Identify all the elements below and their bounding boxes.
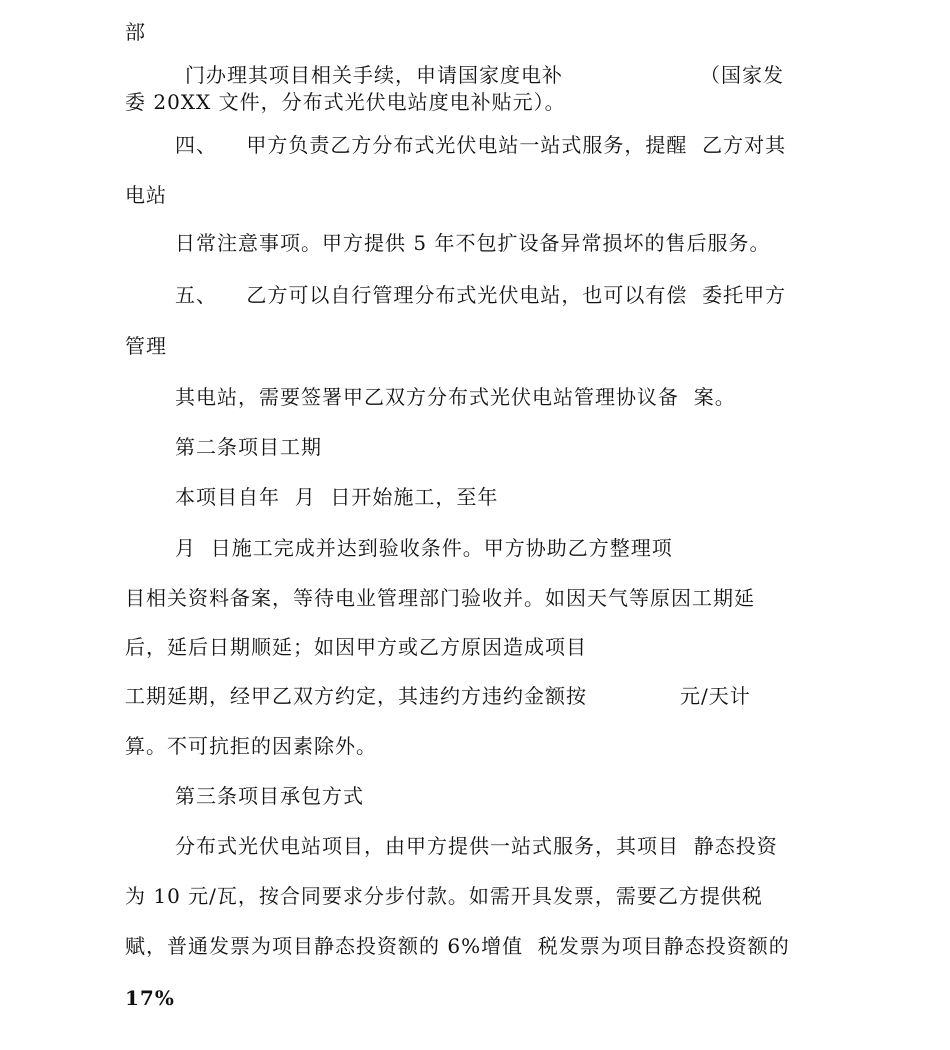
text-line: 分布式光伏电站项目，由甲方提供一站式服务，其项目 静态投资: [175, 834, 778, 858]
text-line: 日常注意事项。甲方提供 5 年不包扩设备异常损坏的售后服务。: [175, 231, 771, 255]
text-line: 后，延后日期顺延；如因甲方或乙方原因造成项目: [125, 635, 587, 659]
text-line: 电站: [125, 183, 167, 207]
text-line: 赋，普通发票为项目静态投资额的 6%增值 税发票为项目静态投资额的: [125, 934, 790, 958]
text-line: 部: [125, 20, 146, 44]
text-line: （国家发: [700, 63, 784, 87]
text-line: 为 10 元/瓦，按合同要求分步付款。如需开具发票，需要乙方提供税: [125, 884, 763, 908]
text-line: 17%: [125, 986, 175, 1010]
text-line: 本项目自年 月 日开始施工，至年: [175, 485, 499, 509]
text-line: 委 20XX 文件，分布式光伏电站度电补贴元）。: [125, 90, 566, 114]
text-line: 工期延期，经甲乙双方约定，其违约方违约金额按: [125, 684, 587, 708]
section-heading: 第三条项目承包方式: [175, 784, 364, 808]
text-line: 月 日施工完成并达到验收条件。甲方协助乙方整理项: [175, 536, 673, 560]
text-line: 管理: [125, 334, 167, 358]
text-line: 目相关资料备案，等待电业管理部门验收并。如因天气等原因工期延: [125, 586, 755, 610]
text-line: 四、 甲方负责乙方分布式光伏电站一站式服务，提醒 乙方对其: [175, 133, 787, 157]
text-line: 其电站，需要签署甲乙双方分布式光伏电站管理协议备 案。: [175, 385, 736, 409]
text-line: 算。不可抗拒的因素除外。: [125, 734, 377, 758]
section-heading: 第二条项目工期: [175, 435, 322, 459]
text-line: 五、 乙方可以自行管理分布式光伏电站，也可以有偿 委托甲方: [175, 283, 787, 307]
text-line: 元/天计: [680, 684, 751, 708]
text-line: 门办理其项目相关手续，申请国家度电补: [185, 63, 563, 87]
